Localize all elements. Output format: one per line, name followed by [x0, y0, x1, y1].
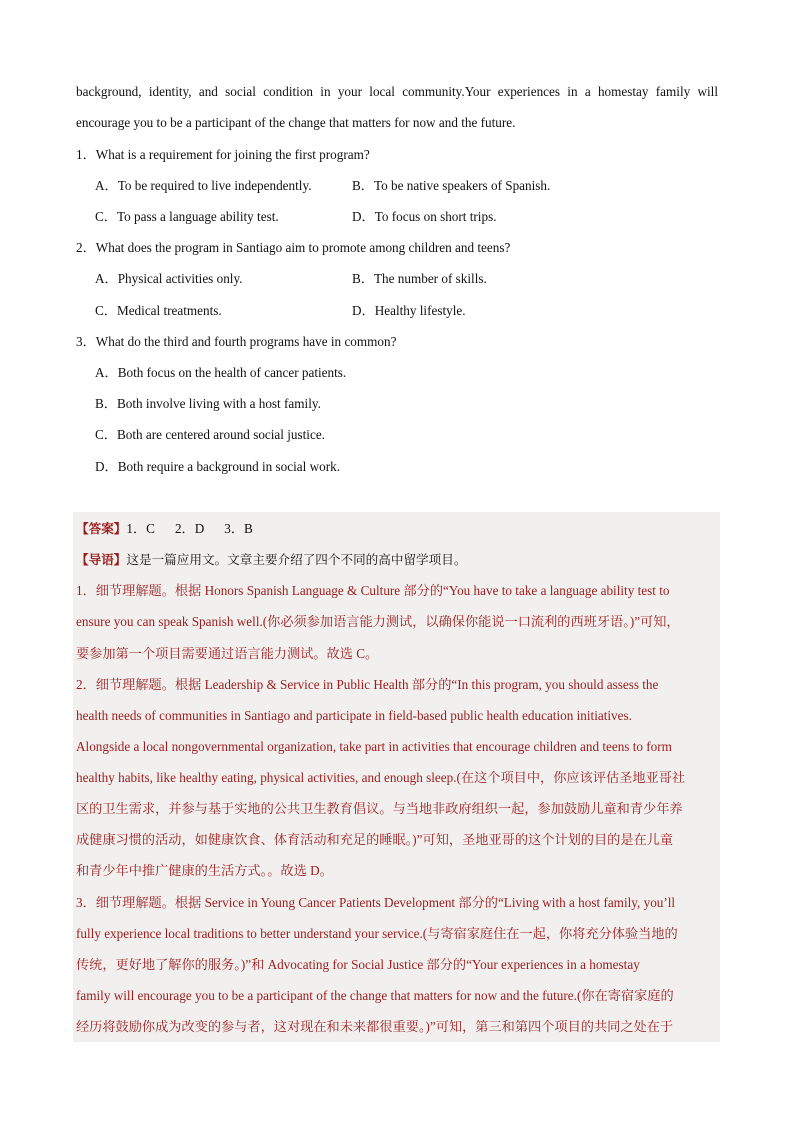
- answer-label: 【答案】: [76, 521, 127, 536]
- option-a: A．Physical activities only.: [95, 271, 243, 286]
- explanation-line: 3．细节理解题。根据 Service in Young Cancer Patients Development 部分的“Living with a host family, you’ll: [76, 895, 676, 910]
- option-c: C．To pass a language ability test.: [95, 209, 279, 224]
- passage-line: background, identity, and social condition in your local community.Your experiences in a homestay family will: [76, 84, 718, 99]
- guide-label: 【导语】: [76, 552, 127, 567]
- option-b: B．Both involve living with a host family.: [95, 396, 321, 411]
- explanation-line: 区的卫生需求，并参与基于实地的公共卫生教育倡议。与当地非政府组织一起，参加鼓励儿童和青少年养: [76, 801, 683, 816]
- guide-text: 这是一篇应用文。文章主要介绍了四个不同的高中留学项目。: [126, 552, 467, 567]
- option-b: B．The number of skills.: [352, 271, 487, 286]
- explanation-line: 成健康习惯的活动，如健康饮食、体育活动和充足的睡眠。)”可知，圣地亚哥的这个计划的目的是在儿童: [76, 832, 674, 847]
- answer-2: 2．D: [174, 521, 205, 536]
- explanation-line: fully experience local traditions to better understand your service.(与寄宿家庭住在一起，你将充分体验当地的: [76, 926, 678, 941]
- option-c: C．Medical treatments.: [95, 303, 222, 318]
- explanation-line: 要参加第一个项目需要通过语言能力测试。故选 C。: [76, 646, 379, 661]
- option-a: A．To be required to live independently.: [95, 178, 312, 193]
- option-b: B．To be native speakers of Spanish.: [352, 178, 551, 193]
- passage-line: encourage you to be a participant of the change that matters for now and the future.: [76, 115, 516, 130]
- option-d: D．To focus on short trips.: [352, 209, 497, 224]
- answer-line: [76, 519, 721, 539]
- answer-1: 1．C: [126, 521, 155, 536]
- option-a: A．Both focus on the health of cancer patients.: [95, 365, 347, 380]
- explanation-line: Alongside a local nongovernmental organization, take part in activities that encourage children and teens to form: [76, 739, 672, 754]
- explanation-line: 2．细节理解题。根据 Leadership & Service in Public Health 部分的“In this program, you should assess the: [76, 677, 659, 692]
- explanation-line: healthy habits, like healthy eating, physical activities, and enough sleep.(在这个项目中，你应该评估圣地亚哥社: [76, 770, 686, 785]
- option-c: C．Both are centered around social justice.: [95, 427, 325, 442]
- question-stem: 1．What is a requirement for joining the first program?: [76, 147, 370, 162]
- guide-line: [76, 550, 721, 570]
- explanation-line: 传统，更好地了解你的服务。)”和 Advocating for Social Justice 部分的“Your experiences in a homestay: [76, 957, 640, 972]
- option-d: D．Both require a background in social work.: [95, 459, 341, 474]
- explanation-line: family will encourage you to be a participant of the change that matters for now and the future.(你在寄宿家庭的: [76, 988, 674, 1003]
- question-stem: 3．What do the third and fourth programs have in common?: [76, 334, 397, 349]
- option-d: D．Healthy lifestyle.: [352, 303, 466, 318]
- explanation-line: 1．细节理解题。根据 Honors Spanish Language & Culture 部分的“You have to take a language ability test to: [76, 583, 670, 598]
- explanation-line: 经历将鼓励你成为改变的参与者，这对现在和未来都很重要。)”可知，第三和第四个项目的共同之处在于: [76, 1019, 674, 1034]
- explanation-line: 和青少年中推广健康的生活方式。。故选 D。: [76, 863, 333, 878]
- question-stem: 2．What does the program in Santiago aim to promote among children and teens?: [76, 240, 511, 255]
- answer-3: 3．B: [224, 521, 253, 536]
- explanation-line: health needs of communities in Santiago and participate in field-based public health education initiatives.: [76, 708, 632, 723]
- explanation-line: ensure you can speak Spanish well.(你必须参加语言能力测试，以确保你能说一口流利的西班牙语。)”可知，: [76, 614, 680, 629]
